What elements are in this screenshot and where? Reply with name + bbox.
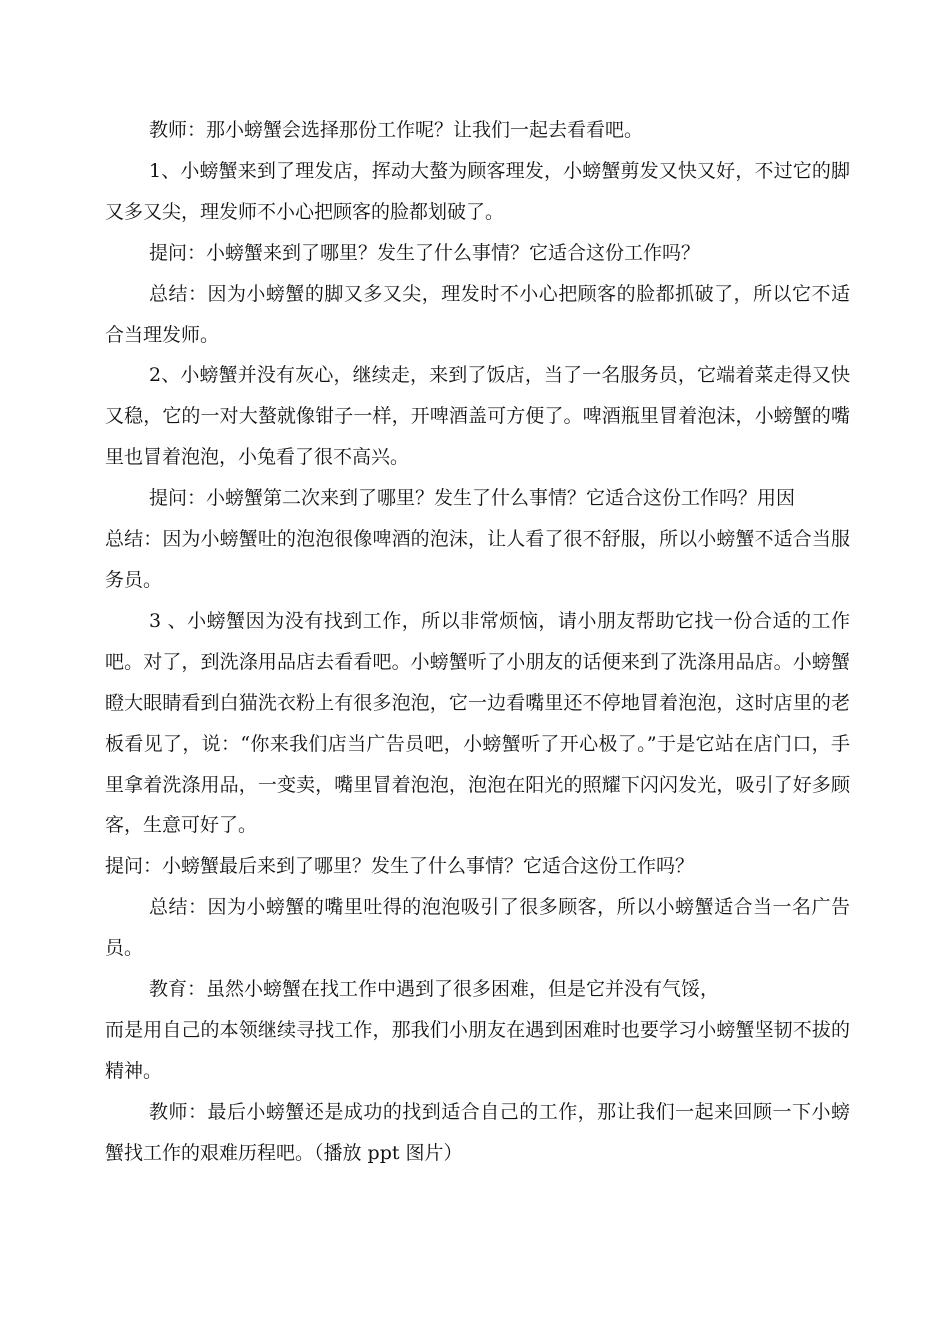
paragraph-question-2: 提问：小螃蟹第二次来到了哪里？发生了什么事情？它适合这份工作吗？用因 xyxy=(149,487,796,510)
paragraph-summary-1: 总结：因为小螃蟹的脚又多又尖，理发时不小心把顾客的脸都抓破了，所以它不适合当理发师。 xyxy=(105,282,850,346)
paragraph-barbershop-story: 1、小螃蟹来到了理发店，挥动大螯为顾客理发，小螃蟹剪发又快又好，不过它的脚又多又尖，理发师不小心把顾客的脸都划破了。 xyxy=(105,159,850,223)
paragraph-summary-3: 总结：因为小螃蟹的嘴里吐得的泡泡吸引了很多顾客，所以小螃蟹适合当一名广告员。 xyxy=(105,896,850,960)
paragraph-teacher-intro: 教师：那小螃蟹会选择那份工作呢？让我们一起去看看吧。 xyxy=(149,119,644,141)
paragraph-education: 教育：虽然小螃蟹在找工作中遇到了很多困难，但是它并没有气馁， xyxy=(149,978,720,1001)
paragraph-question-1: 提问：小螃蟹来到了哪里？发生了什么事情？它适合这份工作吗？ xyxy=(149,241,701,264)
document-page xyxy=(105,110,850,1174)
paragraph-restaurant-story: 2、小螃蟹并没有灰心，继续走，来到了饭店，当了一名服务员，它端着菜走得又快又稳，它的一对大螯就像钳子一样，开啤酒盖可方便了。啤酒瓶里冒着泡沫，小螃蟹的嘴里也冒着泡泡，小兔看了很不高兴。 xyxy=(105,364,850,469)
paragraph-education-continued: 而是用自己的本领继续寻找工作，那我们小朋友在遇到困难时也要学习小螃蟹坚韧不拔的精神。 xyxy=(105,1018,850,1082)
paragraph-summary-2: 总结：因为小螃蟹吐的泡泡很像啤酒的泡沫，让人看了很不舒服，所以小螃蟹不适合当服务员。 xyxy=(105,528,850,591)
paragraph-detergent-shop-story: 3 、小螃蟹因为没有找到工作，所以非常烦恼，请小朋友帮助它找一份合适的工作吧。对了，到洗涤用品店去看看吧。小螃蟹听了小朋友的话便来到了洗涤用品店。小螃蟹瞪大眼睛看到白猫洗衣粉上有很多泡泡，它一边看嘴里还不停地冒着泡泡，这时店里的老板看见了，说：“你来我们店当广告员吧，小螃蟹听了开心极了。”于是它站在店门口，手里拿着洗涤用品，一变卖，嘴里冒着泡泡，泡泡在阳光的照耀下闪闪发光，吸引了好多顾客，生意可好了。 xyxy=(105,609,850,837)
paragraph-teacher-closing: 教师：最后小螃蟹还是成功的找到适合自己的工作，那让我们一起来回顾一下小螃蟹找工作的艰难历程吧。（播放 ppt 图片） xyxy=(105,1100,850,1164)
paragraph-question-3: 提问：小螃蟹最后来到了哪里？发生了什么事情？它适合这份工作吗？ xyxy=(105,855,695,878)
